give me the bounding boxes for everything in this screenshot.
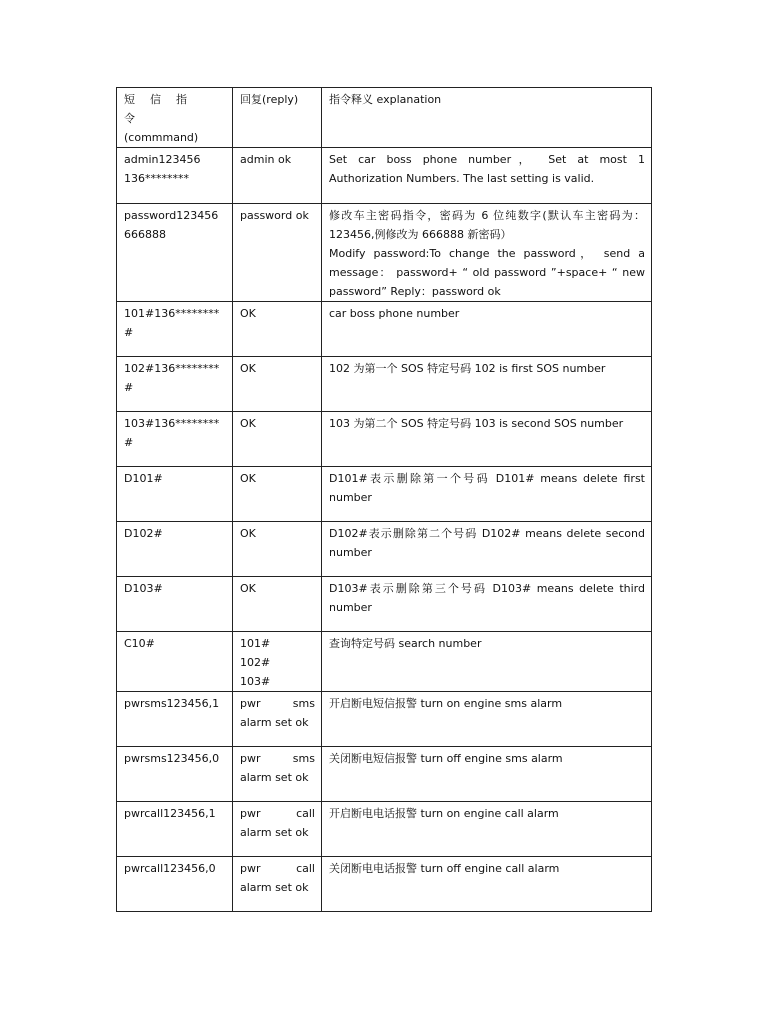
reply-text: OK bbox=[240, 472, 256, 485]
command-cell bbox=[117, 802, 233, 857]
command-cell bbox=[117, 632, 233, 692]
command-cell bbox=[117, 577, 233, 632]
explanation-text: car boss phone number bbox=[329, 307, 460, 320]
reply-text: password ok bbox=[240, 209, 309, 222]
command-text: admin123456 bbox=[124, 153, 201, 166]
header-reply-cell bbox=[233, 88, 322, 148]
command-text: pwrsms123456,0 bbox=[124, 752, 220, 765]
sms-command-table bbox=[116, 87, 652, 912]
reply-cell bbox=[233, 148, 322, 204]
header-command-zh: 短信指令 bbox=[124, 93, 202, 125]
reply-text: 102# bbox=[240, 656, 271, 669]
explanation-cell bbox=[322, 747, 652, 802]
reply-cell bbox=[233, 857, 322, 912]
command-cell bbox=[117, 148, 233, 204]
table-row bbox=[117, 204, 652, 302]
command-text: 102#136******** bbox=[124, 362, 220, 375]
reply-cell bbox=[233, 577, 322, 632]
command-text: D103# bbox=[124, 582, 163, 595]
table-row bbox=[117, 357, 652, 412]
table-header-row bbox=[117, 88, 652, 148]
table-row bbox=[117, 148, 652, 204]
explanation-text: 关闭断电短信报警 turn off engine sms alarm bbox=[329, 752, 563, 765]
command-cell bbox=[117, 357, 233, 412]
table-row bbox=[117, 302, 652, 357]
reply-cell bbox=[233, 522, 322, 577]
table-row bbox=[117, 857, 652, 912]
command-cell bbox=[117, 747, 233, 802]
explanation-text: 查询特定号码 search number bbox=[329, 637, 482, 650]
command-text: 666888 bbox=[124, 228, 166, 241]
explanation-cell bbox=[322, 632, 652, 692]
reply-text: OK bbox=[240, 307, 256, 320]
command-cell bbox=[117, 692, 233, 747]
explanation-text: 102 为第一个 SOS 特定号码 102 is first SOS number bbox=[329, 362, 606, 375]
explanation-text: D103#表示删除第三个号码 D103# means delete third number bbox=[329, 582, 645, 614]
table-row bbox=[117, 747, 652, 802]
reply-text: OK bbox=[240, 582, 256, 595]
command-text: 136******** bbox=[124, 172, 189, 185]
header-command-en: (commmand) bbox=[124, 131, 199, 144]
command-text: # bbox=[124, 326, 134, 339]
command-cell bbox=[117, 857, 233, 912]
explanation-cell bbox=[322, 302, 652, 357]
reply-text: pwr call alarm set ok bbox=[240, 862, 315, 894]
header-explanation: 指令释义 explanation bbox=[329, 93, 442, 106]
command-cell bbox=[117, 522, 233, 577]
command-cell bbox=[117, 204, 233, 302]
explanation-cell bbox=[322, 357, 652, 412]
command-text: pwrcall123456,0 bbox=[124, 862, 216, 875]
header-command-cell bbox=[117, 88, 233, 148]
header-explanation-cell bbox=[322, 88, 652, 148]
explanation-text: 开启断电短信报警 turn on engine sms alarm bbox=[329, 697, 563, 710]
reply-cell bbox=[233, 747, 322, 802]
explanation-cell bbox=[322, 148, 652, 204]
explanation-text: 关闭断电电话报警 turn off engine call alarm bbox=[329, 862, 560, 875]
command-text: D102# bbox=[124, 527, 163, 540]
reply-text: pwr sms alarm set ok bbox=[240, 752, 315, 784]
table-row bbox=[117, 632, 652, 692]
reply-text: pwr sms alarm set ok bbox=[240, 697, 315, 729]
command-cell bbox=[117, 467, 233, 522]
explanation-cell bbox=[322, 204, 652, 302]
reply-text: pwr call alarm set ok bbox=[240, 807, 315, 839]
reply-text: OK bbox=[240, 417, 256, 430]
table-row bbox=[117, 802, 652, 857]
command-cell bbox=[117, 412, 233, 467]
command-text: C10# bbox=[124, 637, 155, 650]
explanation-text: D102#表示删除第二个号码 D102# means delete second number bbox=[329, 527, 645, 559]
reply-cell bbox=[233, 467, 322, 522]
command-text: pwrsms123456,1 bbox=[124, 697, 220, 710]
reply-text: 101# bbox=[240, 637, 271, 650]
explanation-cell bbox=[322, 577, 652, 632]
explanation-cell bbox=[322, 857, 652, 912]
explanation-text: 103 为第二个 SOS 特定号码 103 is second SOS number bbox=[329, 417, 624, 430]
reply-cell bbox=[233, 357, 322, 412]
explanation-cell bbox=[322, 522, 652, 577]
reply-text: admin ok bbox=[240, 153, 292, 166]
reply-cell bbox=[233, 204, 322, 302]
reply-cell bbox=[233, 692, 322, 747]
reply-text: 103# bbox=[240, 675, 271, 688]
reply-cell bbox=[233, 412, 322, 467]
explanation-text: 修改车主密码指令，密码为 6 位纯数字(默认车主密码为：123456,例修改为 666888 新密码） bbox=[329, 209, 645, 241]
table-row bbox=[117, 412, 652, 467]
command-text: pwrcall123456,1 bbox=[124, 807, 216, 820]
table-row bbox=[117, 577, 652, 632]
table-row bbox=[117, 467, 652, 522]
command-cell bbox=[117, 302, 233, 357]
command-text: # bbox=[124, 381, 134, 394]
explanation-text: D101#表示删除第一个号码 D101# means delete first number bbox=[329, 472, 645, 504]
command-text: 101#136******** bbox=[124, 307, 220, 320]
command-text: # bbox=[124, 436, 134, 449]
header-reply: 回复(reply) bbox=[240, 93, 299, 106]
command-text: 103#136******** bbox=[124, 417, 220, 430]
explanation-cell bbox=[322, 412, 652, 467]
reply-cell bbox=[233, 632, 322, 692]
explanation-text: Modify password:To change the password， send a message： password+ “ old password ”+space+ “ new password” Reply：password ok bbox=[329, 247, 645, 298]
command-text: password123456 bbox=[124, 209, 219, 222]
reply-text: OK bbox=[240, 527, 256, 540]
command-text: D101# bbox=[124, 472, 163, 485]
explanation-text: Set car boss phone number， Set at most 1 Authorization Numbers. The last setting is valid. bbox=[329, 153, 645, 185]
table-row bbox=[117, 522, 652, 577]
table-row bbox=[117, 692, 652, 747]
explanation-cell bbox=[322, 467, 652, 522]
explanation-cell bbox=[322, 802, 652, 857]
explanation-cell bbox=[322, 692, 652, 747]
explanation-text: 开启断电电话报警 turn on engine call alarm bbox=[329, 807, 559, 820]
reply-cell bbox=[233, 802, 322, 857]
reply-cell bbox=[233, 302, 322, 357]
reply-text: OK bbox=[240, 362, 256, 375]
